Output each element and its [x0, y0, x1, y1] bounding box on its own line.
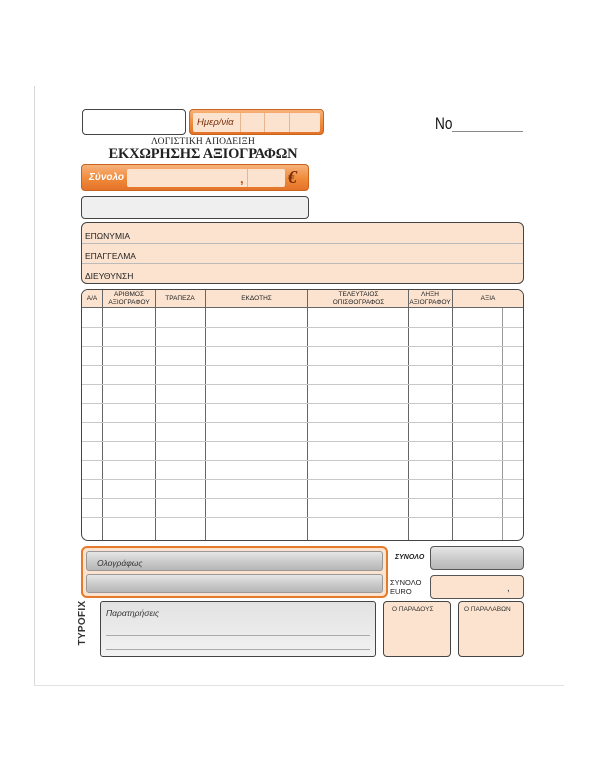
footer-total-euro-label: ΣΥΝΟΛΟ ΕURO [390, 578, 422, 596]
document-subtitle: ΛΟΓΙΣΤΙΚΗ ΑΠΟΔΕΙΞΗ [150, 137, 256, 147]
row-line [82, 403, 523, 404]
in-words-box [81, 546, 388, 598]
total-bar [81, 164, 309, 191]
date-sep-1 [240, 113, 241, 132]
number-label: No [435, 114, 453, 133]
serial-box [82, 109, 186, 135]
party-line-1 [82, 243, 523, 244]
col-header-bank: ΤΡΑΠΕΖΑ [165, 295, 195, 302]
giver-signature-box [383, 601, 451, 657]
remarks-line [106, 649, 370, 650]
document-title: ΕΚΧΩΡΗΣΗΣ ΑΞΙΟΓΡΑΦΩΝ [108, 146, 298, 162]
brand-logo: TYPOFIX [77, 600, 88, 646]
in-words-line-1 [86, 551, 383, 571]
row-line [82, 517, 523, 518]
field-occupation: ΕΠΑΓΓΕΛΜΑ [85, 251, 136, 261]
footer-total-euro-comma: , [507, 583, 510, 594]
remarks-box [100, 601, 376, 657]
col-header-check-number: ΑΡΙΘΜΟΣ ΑΞΙΟΓΡΑΦΟΥ [108, 291, 150, 306]
checks-table [81, 289, 524, 541]
date-field [193, 113, 320, 132]
col-header-aa: Α/Α [86, 295, 98, 302]
receiver-label: Ο ΠΑΡΑΛΑΒΩΝ [464, 606, 511, 613]
in-words-label: Ολογράφως [97, 558, 143, 568]
blank-bar [81, 196, 309, 219]
table-header [82, 290, 523, 308]
col-header-maturity: ΛΗΞΗ ΑΞΙΟΓΡΑΦΟΥ [409, 291, 451, 306]
total-field-sep [247, 169, 248, 187]
party-info-box [81, 222, 524, 284]
total-label: Σύνολο [89, 172, 125, 183]
row-line [82, 346, 523, 347]
col-header-last-endorser: ΤΕΛΕΥΤΑΙΟΣ ΟΠΙΣΘΟΓΡΑΦΟΣ [332, 291, 385, 306]
remarks-label: Παρατηρήσεις [106, 608, 160, 618]
field-address: ΔΙΕΥΘΥΝΣΗ [85, 271, 134, 281]
footer-total-label: ΣΥΝΟΛΟ [395, 554, 425, 561]
number-line [452, 131, 523, 132]
col-line-cents [502, 308, 503, 541]
field-company-name: ΕΠΩΝΥΜΙΑ [85, 231, 131, 241]
in-words-line-2 [86, 574, 383, 593]
page-edge [34, 86, 35, 686]
row-line [82, 460, 523, 461]
giver-label: Ο ΠΑΡΑΔΟΥΣ [392, 606, 434, 613]
date-sep-3 [289, 113, 290, 132]
row-line [82, 498, 523, 499]
row-line [82, 479, 523, 480]
row-line [82, 384, 523, 385]
row-line [82, 365, 523, 366]
footer-total-field [430, 546, 524, 570]
total-field [127, 169, 285, 187]
row-line [82, 441, 523, 442]
total-comma: , [240, 171, 244, 186]
euro-icon: € [288, 167, 297, 187]
footer-total-euro-field [430, 575, 524, 599]
date-sep-2 [264, 113, 265, 132]
col-header-value: ΑΞΙΑ [480, 295, 496, 302]
remarks-line [106, 635, 370, 636]
date-label: Ημερ/νία [197, 117, 234, 128]
page-edge-bottom [34, 685, 564, 686]
receiver-signature-box [458, 601, 524, 657]
row-line [82, 327, 523, 328]
row-line [82, 422, 523, 423]
col-header-issuer: ΕΚΔΟΤΗΣ [241, 295, 272, 302]
date-box [189, 109, 324, 135]
party-line-2 [82, 263, 523, 264]
